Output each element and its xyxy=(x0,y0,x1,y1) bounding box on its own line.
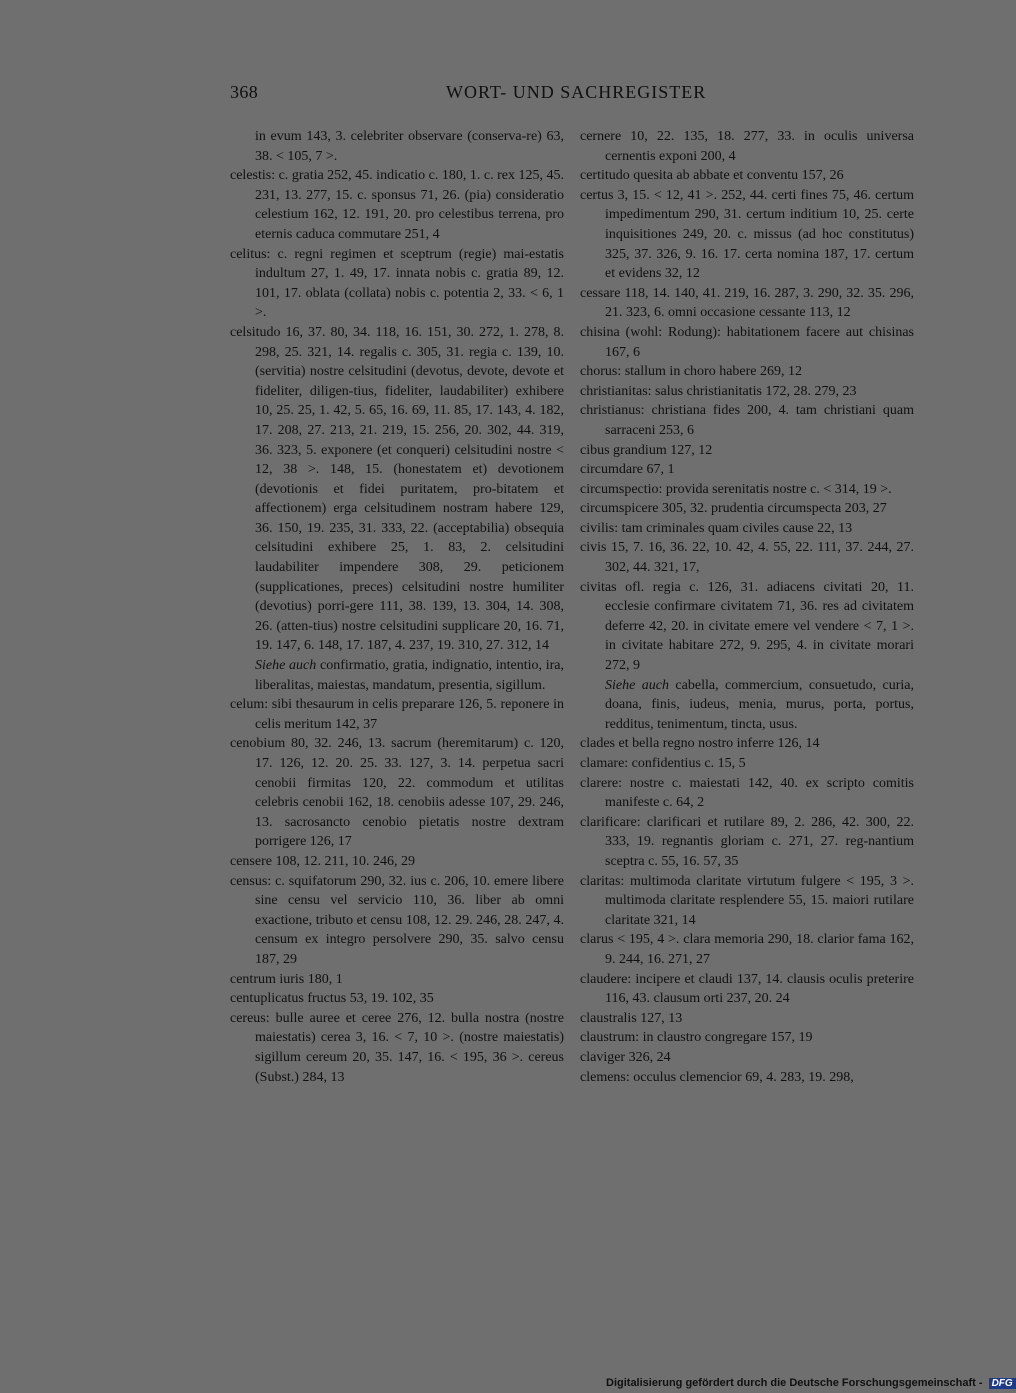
index-entry: cernere 10, 22. 135, 18. 277, 33. in oculis universa cernentis exponi 200, 4 xyxy=(580,129,914,164)
index-entry: chorus: stallum in choro habere 269, 12 xyxy=(580,364,803,380)
index-entry: claudere: incipere et claudi 137, 14. clausis oculis preterire 116, 43. clausum orti 237, 20. 24 xyxy=(580,971,914,1007)
index-entry: chisina (wohl: Rodung): habitationem facere aut chisinas 167, 6 xyxy=(580,324,914,360)
see-also-label: Siehe auch xyxy=(605,677,669,693)
left-column xyxy=(230,127,564,1087)
dfg-logo: DFG xyxy=(989,1378,1016,1389)
index-entry: celestis: c. gratia 252, 45. indicatio c. 180, 1. c. rex 125, 45. 231, 13. 277, 15. c. sponsus 71, 26. (pia) consideratio celestium 162, 12. 191, 20. pro celestibus terrena, pro eternis caduca commutare 251, 4 xyxy=(230,168,564,242)
index-entry: claustralis 127, 13 xyxy=(580,1010,683,1026)
index-entry: claviger 326, 24 xyxy=(580,1049,671,1065)
index-entry: cibus grandium 127, 12 xyxy=(580,442,713,458)
index-entry: celitus: c. regni regimen et sceptrum (regie) mai-estatis indultum 27, 1. 49, 17. innata nobis c. gratia 89, 12. 101, 17. oblata (collata) nobis c. potentia 2, 33. < 6, 1 >. xyxy=(230,246,564,321)
see-also-label: Siehe auch xyxy=(255,658,317,674)
index-entry: clarere: nostre c. maiestati 142, 40. ex scripto comitis manifeste c. 64, 2 xyxy=(580,775,914,811)
right-column xyxy=(580,127,914,1087)
index-entry: cenobium 80, 32. 246, 13. sacrum (heremitarum) c. 120, 17. 126, 12. 20. 25. 33. 127, 3. 14. perpetua sacri cenobii firmitas 120, 22. commodum et utilitas celebris cenobii 162, 18. cenobiis adesse 107, 29. 246, 13. sacrosancto cenobio pietatis nostre dextram porrigere 126, 17 xyxy=(230,736,564,850)
index-entry: celsitudo 16, 37. 80, 34. 118, 16. 151, 30. 272, 1. 278, 8. 298, 25. 321, 14. regalis c. 305, 31. regia c. 139, 10. (servitia) nostre celsitudini (devotus, devote, devote et fideliter, diligen-tius, fideliter, laudabiliter) exhibere 10, 25. 25, 1. 42, 5. 65, 16. 69, 11. 85, 17. 143, 4. 182, 17. 208, 27. 213, 21. 219, 15. 256, 20. 302, 44. 319, 36. 323, 5. exponere (et conqueri) celsitudini nostre < 12, 38 >. 148, 15. (honestatem et) devotionem (devotionis et fidei puritatem, pro-bitatem et affectionem) erga celsitudinem nostram habere 129, 36. 150, 19. 235, 31. 333, 22. (acceptabilia) obsequia celsitudini exhibere 25, 1. 83, 2. celsitudini laudabiliter impendere 308, 29. peticionem (supplicationes, preces) celsitudini nostre humiliter (devotius) porri-gere 111, 38. 139, 13. 304, 14. 308, 26. (atten-tius) nostre celsitudini supplicare 20, 16. 71, 19. 147, 6. 148, 17. 187, 4. 237, 19. 310, 27. 312, 14 xyxy=(230,324,564,654)
index-entry: circumdare 67, 1 xyxy=(580,462,675,478)
index-entry: certus 3, 15. < 12, 41 >. 252, 44. certi fines 75, 46. certum impedimentum 290, 31. certum inditium 10, 25. certe inquisitiones 249, 20. c. missus (ad hoc constitutus) 325, 37. 326, 9. 16. 17. certa nomina 187, 17. certum et evidens 32, 12 xyxy=(580,187,914,282)
page-title: WORT- UND SACHREGISTER xyxy=(446,82,707,102)
index-entry: clades et bella regno nostro inferre 126, 14 xyxy=(580,736,820,752)
index-entry: centrum iuris 180, 1 xyxy=(230,971,343,987)
index-entry xyxy=(580,676,914,735)
index-entry: circumspectio: provida serenitatis nostre c. < 314, 19 >. xyxy=(580,481,892,497)
index-entry: cereus: bulle auree et ceree 276, 12. bulla nostra (nostre maiestatis) cerea 3, 16. < 7, 10 >. (nostre maiestatis) sigillum cereum 20, 35. 147, 16. < 195, 36 >. cereus (Subst.) 284, 13 xyxy=(230,1010,564,1085)
index-entry: clarus < 195, 4 >. clara memoria 290, 18. clarior fama 162, 9. 244, 16. 271, 27 xyxy=(580,932,914,967)
index-entry: celum: sibi thesaurum in celis preparare 126, 5. reponere in celis meritum 142, 37 xyxy=(230,697,564,732)
page-header xyxy=(230,82,916,108)
index-entry: clemens: occulus clemencior 69, 4. 283, 19. 298, xyxy=(580,1069,854,1085)
index-entry: clamare: confidentius c. 15, 5 xyxy=(580,756,746,771)
index-entry: christianus: christiana fides 200, 4. tam christiani quam sarraceni 253, 6 xyxy=(580,403,914,438)
index-entry: claritas: multimoda claritate virtutum fulgere < 195, 3 >. multimoda claritate resplendere 55, 15. maiori rutilare claritate 321, 14 xyxy=(580,873,914,928)
index-entry: civis 15, 7. 16, 36. 22, 10. 42, 4. 55, 22. 111, 37. 244, 27. 302, 44. 321, 17, xyxy=(580,540,914,576)
index-entry: clarificare: clarificari et rutilare 89, 2. 286, 42. 300, 22. 333, 19. regnantis gloriam c. 271, 27. reg-nantium sceptra c. 55, 16. 57, 35 xyxy=(580,814,914,869)
index-entry: civitas ofl. regia c. 126, 31. adiacens civitati 20, 11. ecclesie confirmare civitatem 71, 36. res ad civitatem deferre 42, 20. in civitate emere vel vendere < 7, 1 >. in civitate habitare 272, 9. 295, 4. in civitate morari 272, 9 xyxy=(580,579,914,674)
index-entry: circumspicere 305, 32. prudentia circumspecta 203, 27 xyxy=(580,501,887,517)
index-entry: certitudo quesita ab abbate et conventu 157, 26 xyxy=(580,168,844,184)
index-entry: claustrum: in claustro congregare 157, 19 xyxy=(580,1030,813,1046)
index-entry: christianitas: salus christianitatis 172, 28. 279, 23 xyxy=(580,383,857,399)
index-entry xyxy=(230,656,564,695)
index-entry: centuplicatus fructus 53, 19. 102, 35 xyxy=(230,991,434,1007)
index-entry: cessare 118, 14. 140, 41. 219, 16. 287, 3. 290, 32. 35. 296, 21. 323, 6. omni occasione cessante 113, 12 xyxy=(580,285,914,321)
see-also-terms: confirmatio, gratia, indignatio, intentio, ira, liberalitas, maiestas, mandatum, presentia, sigillum. xyxy=(255,658,564,693)
footer-credit xyxy=(606,1377,1013,1393)
index-entry: censere 108, 12. 211, 10. 246, 29 xyxy=(230,853,415,869)
see-also-terms: cabella, commercium, consuetudo, curia, doana, finis, iudeus, menia, murus, porta, portus, redditus, tenimentum, tincta, usus. xyxy=(605,677,915,732)
page-number: 368 xyxy=(230,82,259,102)
index-entry: census: c. squifatorum 290, 32. ius c. 206, 10. emere libere sine censu vel servicio 110, 36. liber ab omni exactione, tributo et censu 108, 12. 29. 246, 28. 247, 4. censum ex integro persolvere 290, 35. salvo censu 187, 29 xyxy=(230,873,564,967)
footer-text: Digitalisierung gefördert durch die Deutsche Forschungsgemeinschaft - xyxy=(606,1377,983,1389)
index-entry: in evum 143, 3. celebriter observare (conserva-re) 63, 38. < 105, 7 >. xyxy=(255,129,564,164)
index-entry: civilis: tam criminales quam civiles cause 22, 13 xyxy=(580,520,853,536)
